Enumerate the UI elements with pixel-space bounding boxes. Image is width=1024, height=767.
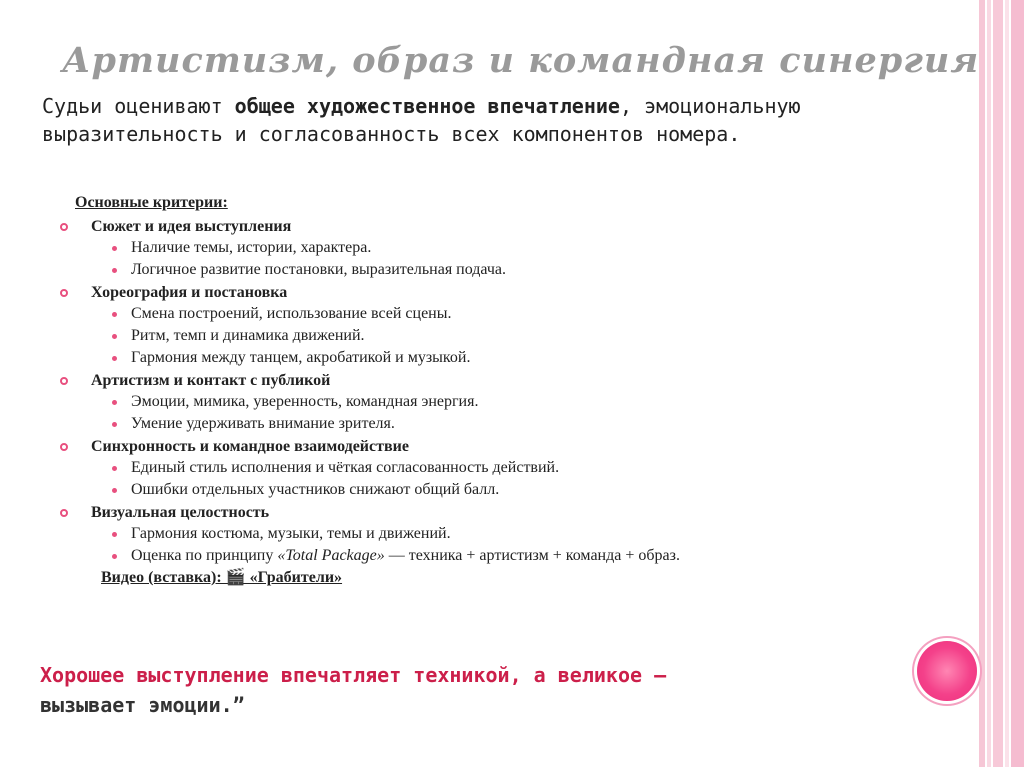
criteria-group [60,283,940,369]
stripe [993,0,1003,767]
list-item: Гармония между танцем, акробатикой и музыкой. [60,347,940,369]
decorative-circle [917,641,977,701]
dot-bullet-icon [112,312,117,317]
ring-bullet-icon [60,223,68,231]
criteria-items [60,391,940,435]
dot-bullet-icon [112,554,117,559]
criteria-group [60,503,940,589]
closing-quote [40,660,880,720]
criteria-heading: Основные критерии: [75,194,228,211]
dot-bullet-icon [112,246,117,251]
dot-bullet-icon [112,422,117,427]
video-link[interactable]: Видео (вставка): 🎬 «Грабители» [101,569,343,586]
criteria-items [60,457,940,501]
stripe [1005,0,1009,767]
criteria-group [60,371,940,435]
list-item: Эмоции, мимика, уверенность, командная энергия. [60,391,940,413]
list-item: Наличие темы, истории, характера. [60,237,940,259]
dot-bullet-icon [112,400,117,405]
criteria-items [60,237,940,281]
dot-bullet-icon [112,356,117,361]
ring-bullet-icon [60,443,68,451]
list-item: Оценка по принципу «Total Package» — техника + артистизм + команда + образ. [60,545,940,567]
list-item: Ошибки отдельных участников снижают общий балл. [60,479,940,501]
ring-bullet-icon [60,509,68,517]
group-title: Артистизм и контакт с публикой [60,371,940,391]
dot-bullet-icon [112,268,117,273]
criteria-items [60,303,940,369]
list-item: Единый стиль исполнения и чёткая согласованность действий. [60,457,940,479]
list-item: Ритм, темп и динамика движений. [60,325,940,347]
list-item: Смена построений, использование всей сцены. [60,303,940,325]
criteria-group [60,437,940,501]
stripe [987,0,991,767]
stripe [1011,0,1024,767]
dot-bullet-icon [112,532,117,537]
group-title: Сюжет и идея выступления [60,217,940,237]
list-item: Гармония костюма, музыки, темы и движений. [60,523,940,545]
dot-bullet-icon [112,334,117,339]
decorative-stripes [979,0,1024,767]
criteria-group [60,217,940,281]
quote-line-2: вызывает эмоции.” [40,693,245,717]
intro-bold: общее художественное впечатление [234,94,620,118]
page-title: Артистизм, образ и командная синергия [62,40,980,81]
ring-bullet-icon [60,377,68,385]
stripe [979,0,985,767]
intro-pre: Судьи оценивают [42,94,235,118]
group-title: Визуальная целостность [60,503,940,523]
list-item: Умение удерживать внимание зрителя. [60,413,940,435]
group-title: Хореография и постановка [60,283,940,303]
intro-paragraph [42,92,942,148]
criteria-items [60,523,940,567]
dot-bullet-icon [112,488,117,493]
dot-bullet-icon [112,466,117,471]
intro-post: , эмоциональную выразительность и согласованность всех компонентов номера. [42,94,801,146]
criteria-section [60,193,940,591]
ring-bullet-icon [60,289,68,297]
group-title: Синхронность и командное взаимодействие [60,437,940,457]
list-item: Логичное развитие постановки, выразительная подача. [60,259,940,281]
quote-line-1: Хорошее выступление впечатляет техникой, а великое — [40,663,667,687]
